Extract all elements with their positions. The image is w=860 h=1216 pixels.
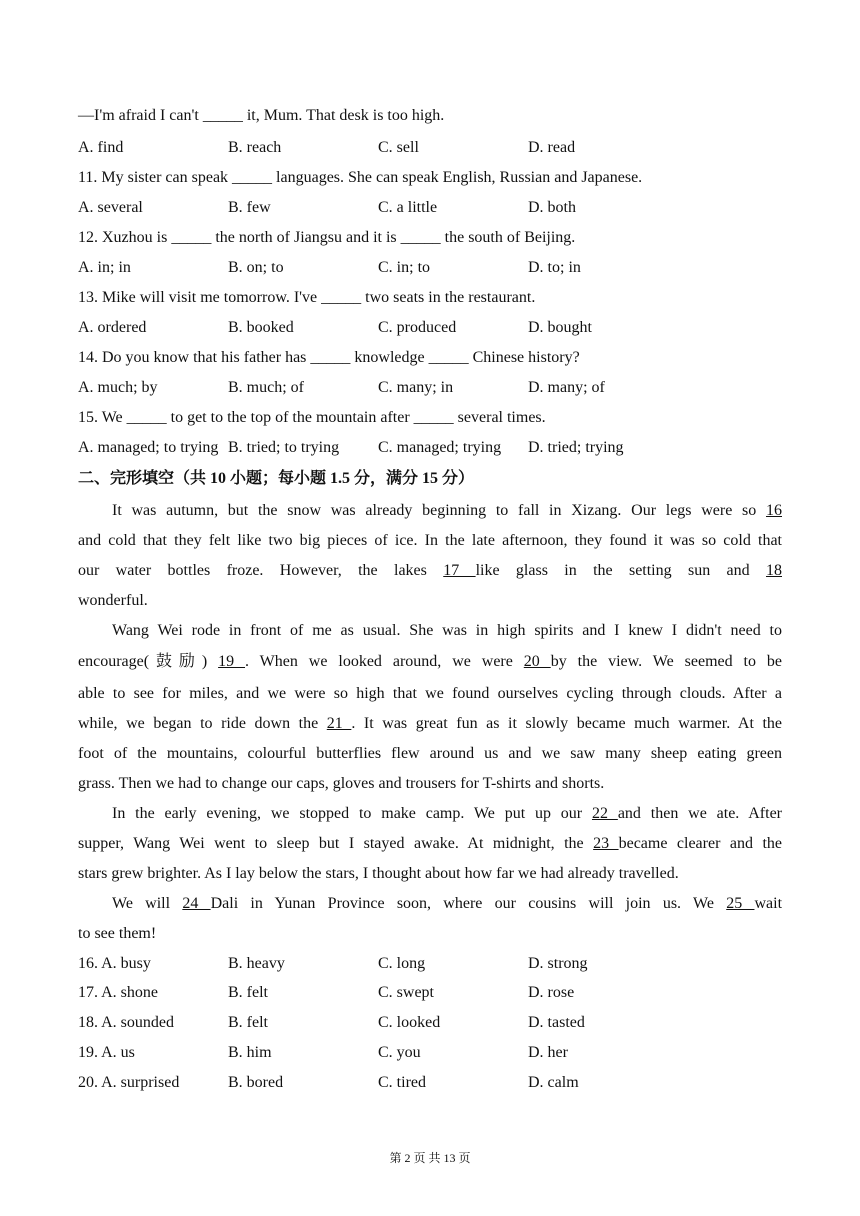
option-b: B. tried; to trying: [228, 439, 340, 456]
option-a: 19. A. us: [78, 1044, 135, 1061]
option-d: D. both: [528, 199, 576, 216]
question-15-options: [78, 438, 782, 458]
option-d: D. tried; trying: [528, 439, 624, 456]
option-a: 18. A. sounded: [78, 1014, 174, 1031]
section-heading: 二、完形填空（共 10 小题；每小题 1.5 分，满分 15 分）: [78, 470, 475, 487]
passage-line: wonderful.: [78, 592, 148, 609]
passage-line: our water bottles froze. However, the lakes 17 like glass in the setting sun and 18: [78, 562, 782, 579]
blank-25: 25: [726, 895, 755, 912]
option-c: C. many; in: [378, 379, 454, 396]
option-c: C. managed; trying: [378, 439, 502, 456]
blank-23: 23: [593, 835, 619, 852]
question-18-options: [78, 1013, 782, 1033]
question-19-options: [78, 1043, 782, 1063]
page-number: 第 2 页 共 13 页: [389, 1151, 471, 1165]
option-a: 20. A. surprised: [78, 1074, 180, 1091]
option-b: B. heavy: [228, 955, 285, 972]
option-d: D. many; of: [528, 379, 605, 396]
question-11-stem: 11. My sister can speak _____ languages. She can speak English, Russian and Japanese.: [78, 169, 643, 186]
question-17-options: [78, 983, 782, 1003]
option-b: B. few: [228, 199, 271, 216]
blank-22: 22: [591, 805, 618, 822]
option-b: B. reach: [228, 139, 282, 156]
option-a: A. ordered: [78, 319, 147, 336]
passage-line: to see them!: [78, 925, 157, 942]
option-a: A. find: [78, 139, 124, 156]
question-12-options: [78, 258, 782, 278]
passage-line: encourage(鼓励) 19 . When we looked around, we were 20 by the view. We seemed to be: [78, 653, 783, 670]
option-b: B. booked: [228, 319, 294, 336]
option-b: B. felt: [228, 984, 268, 1001]
blank-16: 16: [766, 502, 782, 519]
option-d: D. strong: [528, 955, 588, 972]
question-14-options: [78, 378, 782, 398]
question-16-options: [78, 954, 782, 974]
question-10-options: [78, 138, 782, 158]
option-d: D. to; in: [528, 259, 581, 276]
passage-line: supper, Wang Wei went to sleep but I stayed awake. At midnight, the 23 became clearer and the: [78, 835, 782, 852]
option-d: D. calm: [528, 1074, 579, 1091]
option-c: C. you: [378, 1044, 421, 1061]
option-a: A. much; by: [78, 379, 158, 396]
option-c: C. in; to: [378, 259, 431, 276]
option-d: D. rose: [528, 984, 575, 1001]
option-b: B. on; to: [228, 259, 284, 276]
option-c: C. tired: [378, 1074, 426, 1091]
option-c: C. long: [378, 955, 426, 972]
passage-line: stars grew brighter. As I lay below the stars, I thought about how far we had already travelled.: [78, 865, 679, 882]
option-b: B. felt: [228, 1014, 268, 1031]
question-11-options: [78, 198, 782, 218]
passage-line: We will 24 Dali in Yunan Province soon, where our cousins will join us. We 25 wait: [112, 895, 783, 912]
option-b: B. much; of: [228, 379, 304, 396]
question-15-stem: 15. We _____ to get to the top of the mountain after _____ several times.: [78, 409, 546, 426]
option-c: C. swept: [378, 984, 434, 1001]
option-c: C. sell: [378, 139, 419, 156]
option-a: 17. A. shone: [78, 984, 158, 1001]
option-d: D. her: [528, 1044, 568, 1061]
passage-line: able to see for miles, and we were so high that we found ourselves cycling through clouds. After a: [78, 685, 782, 702]
option-a: A. managed; to trying: [78, 439, 219, 456]
blank-20: 20: [523, 653, 551, 670]
option-a: 16. A. busy: [78, 955, 151, 972]
question-13-options: [78, 318, 782, 338]
question-20-options: [78, 1073, 782, 1093]
question-13-stem: 13. Mike will visit me tomorrow. I've _____ two seats in the restaurant.: [78, 289, 536, 306]
passage-line: while, we began to ride down the 21 . It was great fun as it slowly became much warmer. At the: [78, 715, 783, 732]
passage-line: In the early evening, we stopped to make camp. We put up our 22 and then we ate. After: [112, 805, 783, 822]
blank-19: 19: [218, 653, 246, 670]
passage-line: and cold that they felt like two big pieces of ice. In the late afternoon, they found it was so cold that: [78, 532, 782, 549]
question-12-stem: 12. Xuzhou is _____ the north of Jiangsu and it is _____ the south of Beijing.: [78, 229, 576, 246]
passage-line: foot of the mountains, colourful butterflies flew around us and we saw many sheep eating green: [78, 745, 782, 762]
passage-line: It was autumn, but the snow was already beginning to fall in Xizang. Our legs were so 16: [112, 502, 782, 519]
passage-line: grass. Then we had to change our caps, gloves and trousers for T-shirts and shorts.: [78, 775, 605, 792]
option-c: C. a little: [378, 199, 438, 216]
question-14-stem: 14. Do you know that his father has _____ knowledge _____ Chinese history?: [78, 349, 580, 366]
blank-18: 18: [766, 562, 782, 579]
blank-17: 17: [443, 562, 476, 579]
option-d: D. bought: [528, 319, 592, 336]
option-a: A. several: [78, 199, 143, 216]
option-c: C. produced: [378, 319, 457, 336]
blank-24: 24: [182, 895, 211, 912]
question-10-stem: —I'm afraid I can't _____ it, Mum. That desk is too high.: [78, 107, 445, 124]
option-b: B. bored: [228, 1074, 284, 1091]
blank-21: 21: [326, 715, 352, 732]
option-c: C. looked: [378, 1014, 441, 1031]
option-d: D. read: [528, 139, 576, 156]
passage-line: Wang Wei rode in front of me as usual. She was in high spirits and I knew I didn't need to: [112, 622, 782, 639]
option-a: A. in; in: [78, 259, 131, 276]
option-b: B. him: [228, 1044, 272, 1061]
option-d: D. tasted: [528, 1014, 585, 1031]
